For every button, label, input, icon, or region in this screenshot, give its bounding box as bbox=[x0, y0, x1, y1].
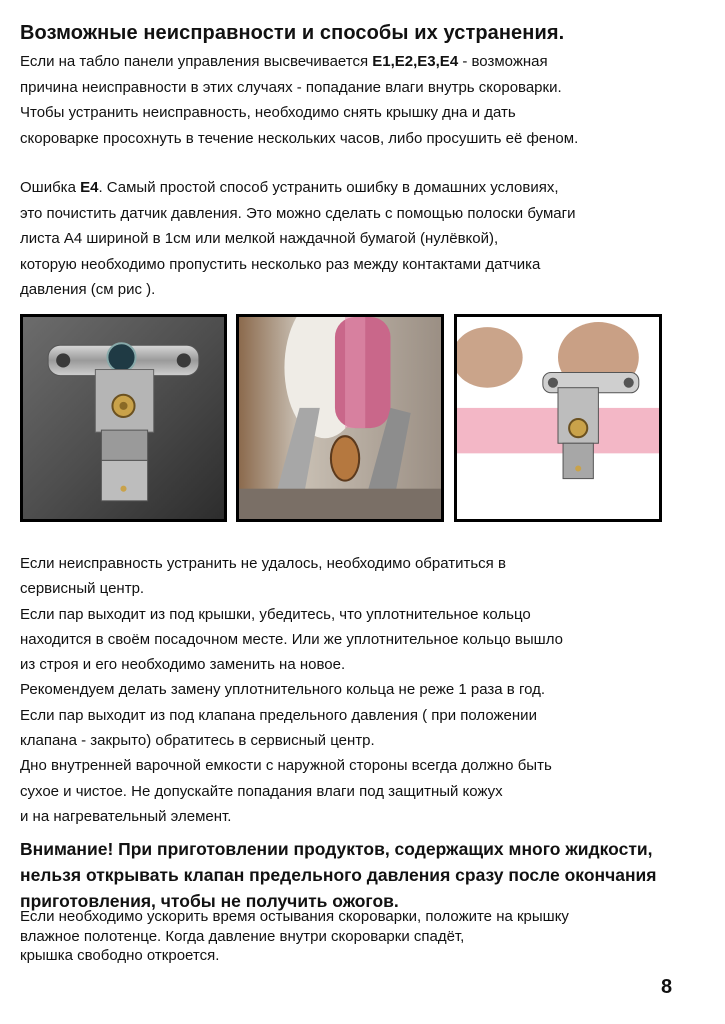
text-line: клапана - закрыто) обратитесь в сервисный центр. bbox=[20, 732, 375, 750]
warning-line: приготовления, чтобы не получить ожогов. bbox=[20, 891, 399, 911]
photo-pressure-sensor bbox=[20, 314, 227, 522]
text-line: Рекомендуем делать замену уплотнительного кольца не реже 1 раза в год. bbox=[20, 681, 546, 699]
text-line: Чтобы устранить неисправность, необходимо снять крышку дна и дать bbox=[20, 104, 516, 121]
text-line: Если пар выходит из под крышки, убедитесь, что уплотнительное кольцо bbox=[20, 605, 531, 623]
text-line: листа А4 шириной в 1см или мелкой наждачной бумагой (нулёвкой), bbox=[20, 230, 499, 247]
text-line: крышка свободно откроется. bbox=[20, 947, 220, 964]
text-line: это почистить датчик давления. Это можно сделать с помощью полоски бумаги bbox=[20, 204, 576, 222]
text-line: сухое и чистое. Не допускайте попадания влаги под защитный кожух bbox=[20, 782, 503, 800]
warning-line: нельзя открывать клапан предельного давления сразу после окончания bbox=[20, 865, 657, 885]
text-line: и на нагревательный элемент. bbox=[20, 807, 232, 825]
text-line: влажное полотенце. Когда давление внутри скороварки спадёт, bbox=[20, 927, 465, 945]
photo-sensor-with-paper bbox=[454, 314, 662, 522]
text-line: причина неисправности в этих случаях - попадание влаги внутрь скороварки. bbox=[20, 78, 562, 96]
text-line: Если неисправность устранить не удалось, необходимо обратиться в bbox=[20, 555, 506, 572]
page-number: 8 bbox=[661, 976, 673, 998]
text-line: Если необходимо ускорить время остывания скороварки, положите на крышку bbox=[20, 908, 569, 925]
text-line: давления (см рис ). bbox=[20, 281, 156, 298]
text-line: которую необходимо пропустить несколько раз между контактами датчика bbox=[20, 255, 541, 273]
text-line: Если на табло панели управления высвечивается E1,E2,E3,E4 - возможная bbox=[20, 53, 548, 70]
paragraph-service bbox=[20, 551, 710, 829]
error-code-e4: E4 bbox=[80, 179, 99, 196]
text-line: Дно внутренней варочной емкости с наружной стороны всегда должно быть bbox=[20, 757, 552, 775]
paragraph-cooling bbox=[20, 907, 710, 966]
paragraph-moisture-errors bbox=[20, 49, 710, 151]
page-title: Возможные неисправности и способы их устранения. bbox=[20, 22, 565, 44]
photo-contacts-closeup bbox=[236, 314, 444, 522]
text-line: скороварке просохнуть в течение нескольких часов, либо просушить её феном. bbox=[20, 129, 579, 147]
paragraph-e4-error bbox=[20, 175, 710, 303]
warning-block bbox=[20, 836, 710, 914]
warning-line: Внимание! При приготовлении продуктов, содержащих много жидкости, bbox=[20, 839, 653, 859]
text-line: из строя и его необходимо заменить на новое. bbox=[20, 656, 346, 674]
error-codes: E1,E2,E3,E4 bbox=[372, 53, 459, 70]
text-line: Ошибка E4. Самый простой способ устранить ошибку в домашних условиях, bbox=[20, 179, 559, 196]
text-line: находится в своём посадочном месте. Или же уплотнительное кольцо вышло bbox=[20, 630, 563, 648]
text-line: сервисный центр. bbox=[20, 580, 145, 598]
text-line: Если пар выходит из под клапана предельного давления ( при положении bbox=[20, 706, 537, 724]
